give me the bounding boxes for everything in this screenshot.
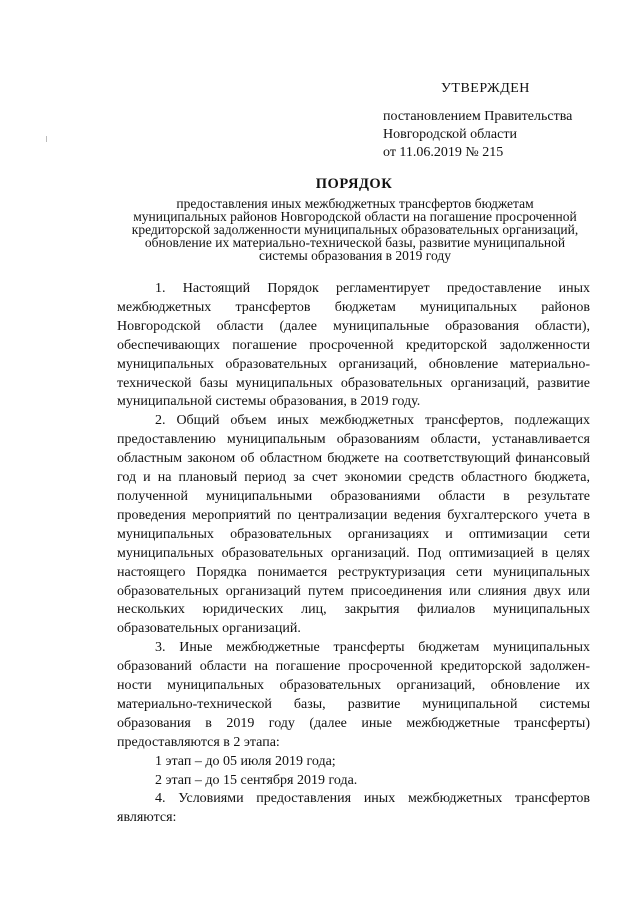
subtitle-line-3: кредиторской задолженности муниципальных образовательных организаций,: [131, 222, 579, 237]
subtitle-line-5: системы образования в 2019 году: [259, 248, 451, 263]
approval-line-1: постановлением Правительства: [383, 109, 573, 124]
approval-line-3: от 11.06.2019 № 215: [383, 145, 504, 160]
subtitle-line-2: муниципальных районов Новгородской области на погашение просроченной: [133, 209, 577, 224]
document-title: ПОРЯДОК: [315, 176, 393, 192]
document-body: [117, 280, 590, 828]
document-subtitle: [110, 197, 600, 262]
paragraph-1: 1. Настоящий Порядок регламентирует предоставление иных межбюджетных трансфертов бюджетам муниципальных районов Новгородской области (далее муниципальные образования области), обеспечивающих погашение просроченной кредиторской задолженности муниципальных образовательных организаций, обновление материально-технической базы муниципальных образовательных организаций, развитие муниципальной системы образования, в 2019 году.: [117, 281, 590, 410]
paragraph-2: 2. Общий объем иных межбюджетных трансфертов, подлежащих предоставлению муниципальным образованиям области, устанавливается областным законом об областном бюджете на соответствующий финансовый год и на плановый период за счет экономии средств областного бюджета, полученной муниципальными образованиями области в результате проведения мероприятий по централизации ведения бухгалтерского учета в муниципальных образовательных организациях и оптимизации сети муниципальных образовательных организаций. Под оптимизацией в целях настоящего Порядка понимается реструктуризация сети муниципальных образовательных организаций путем присоединения или слияния двух или нескольких юридических лиц, закрытия филиалов муниципальных образовательных организаций.: [117, 413, 590, 637]
paragraph-3: 3. Иные межбюджетные трансферты бюджетам муниципальных образований области на погашение просроченной кредиторской задолженности муниципальных образовательных организаций, обновление их материально-технической базы, развитие муниципальной системы образования в 2019 году (далее иные межбюджетные трансферты) предоставляются в 2 этапа:: [117, 640, 590, 750]
margin-mark: [46, 136, 47, 142]
approval-line-2: Новгородской области: [383, 127, 517, 142]
stage-2: 2 этап – до 15 сентября 2019 года.: [155, 772, 358, 788]
approval-stamp: УТВЕРЖДЕН: [441, 81, 530, 96]
stage-1: 1 этап – до 05 июля 2019 года;: [155, 753, 336, 769]
subtitle-line-4: обновление их материально-технической базы, развитие муниципальной: [144, 235, 566, 250]
subtitle-line-1: предоставления иных межбюджетных трансфертов бюджетам: [176, 196, 534, 211]
paragraph-4: 4. Условиями предоставления иных межбюджетных трансфертов являются:: [117, 791, 590, 826]
approval-block: [383, 80, 572, 162]
